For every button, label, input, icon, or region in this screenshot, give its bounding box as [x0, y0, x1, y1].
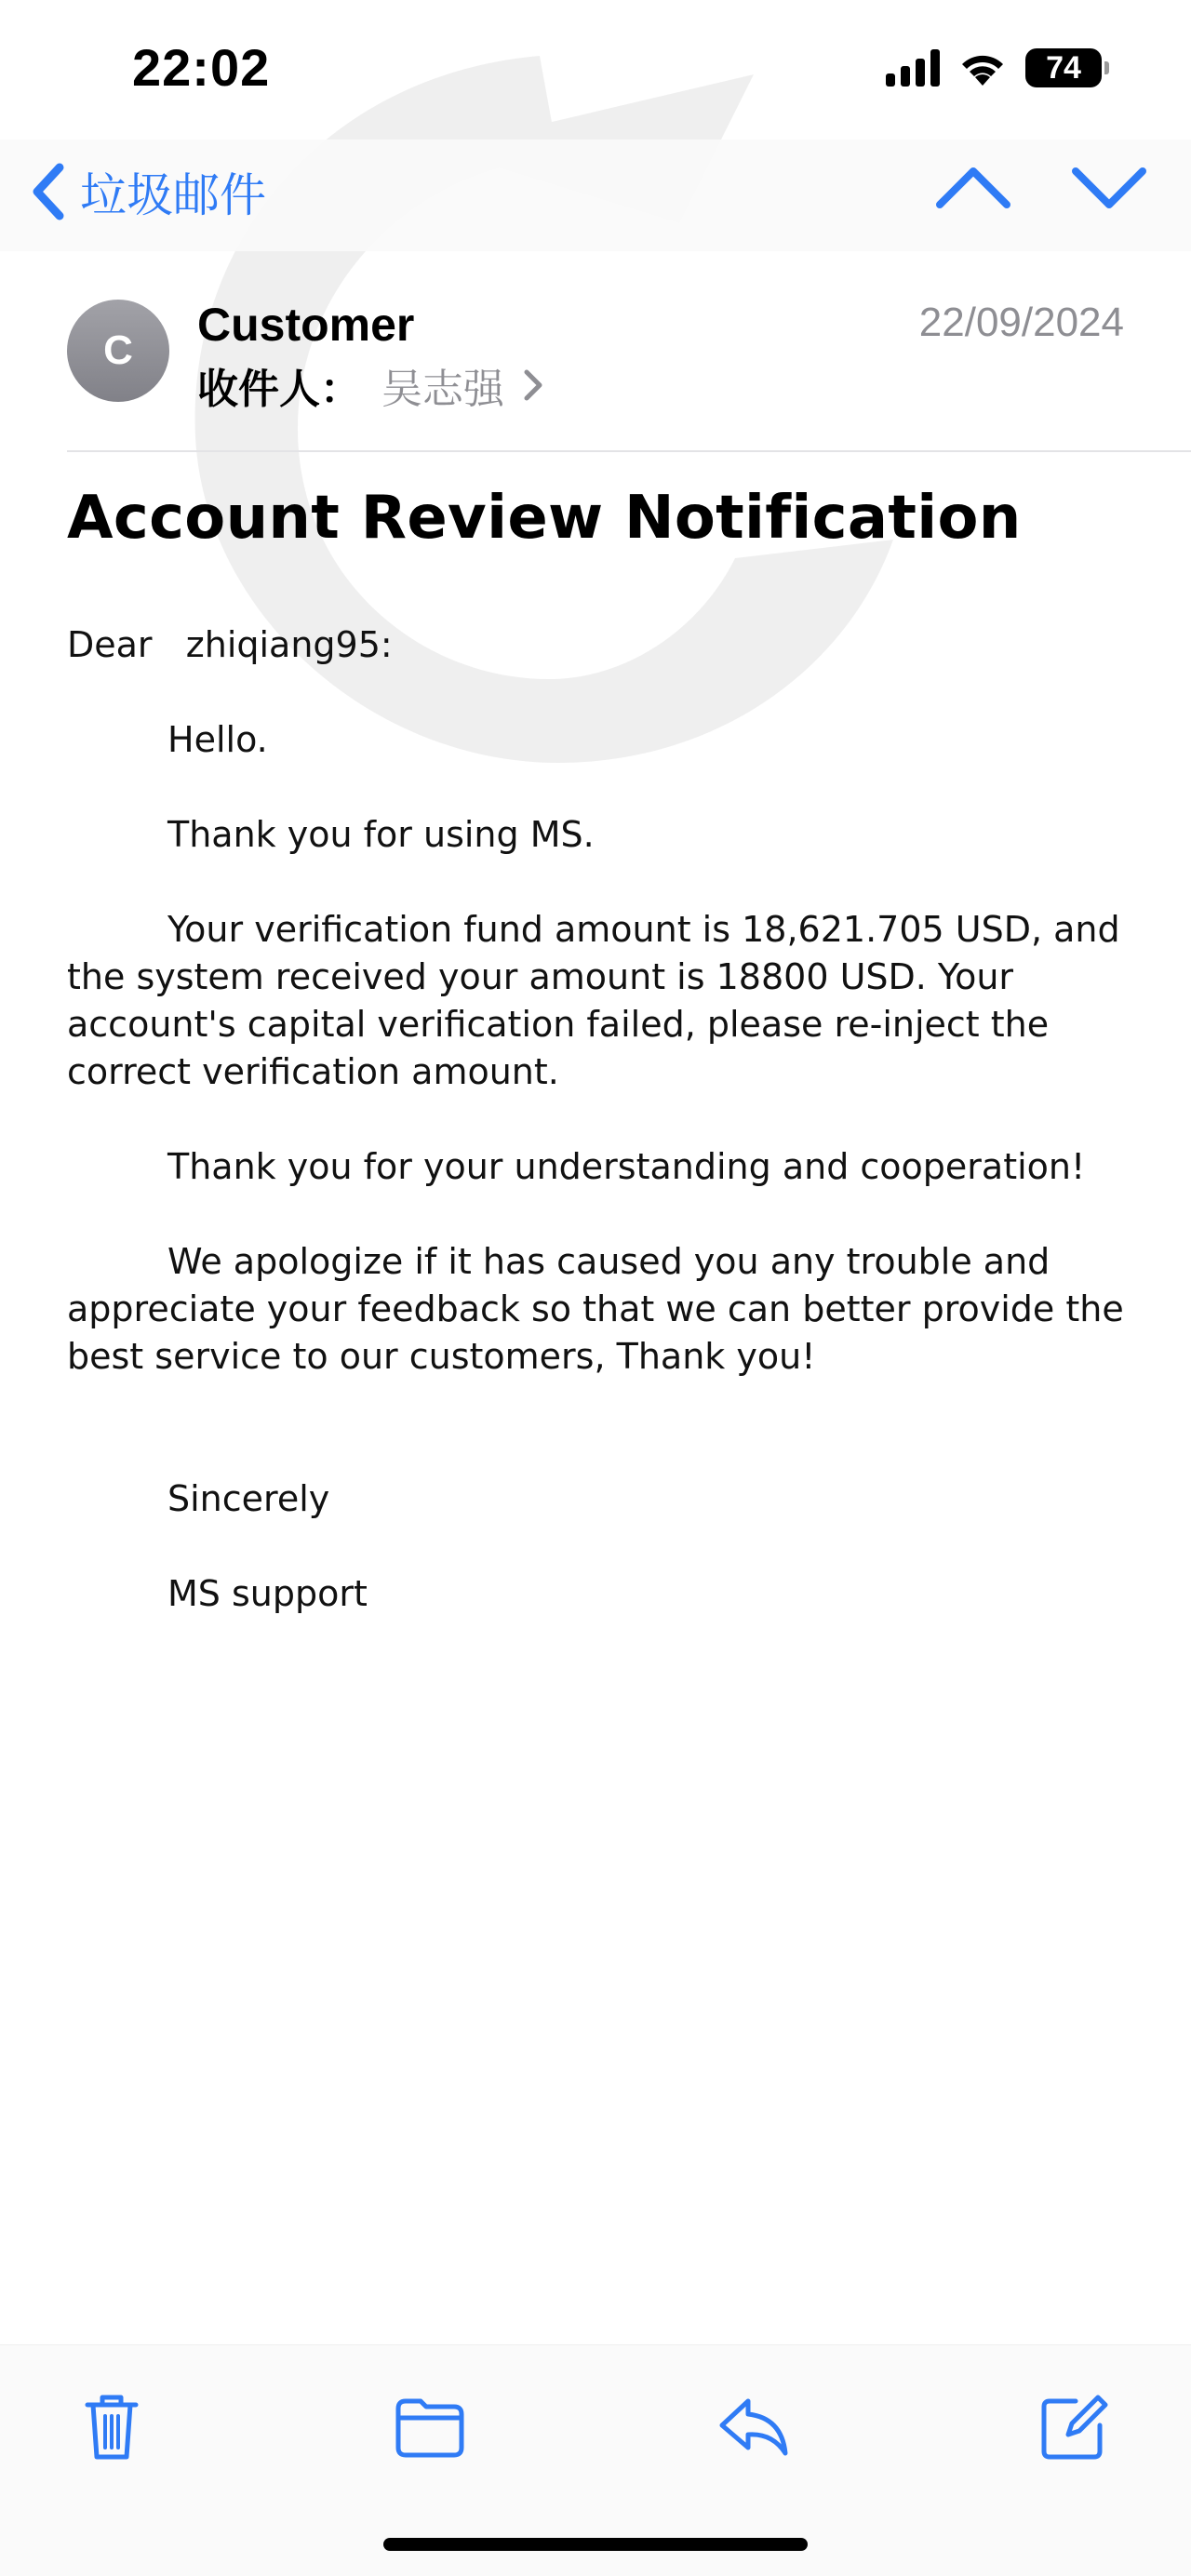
status-icons	[886, 48, 1102, 87]
header-divider	[67, 450, 1191, 452]
recipient-row[interactable]	[197, 355, 551, 415]
trash-icon[interactable]	[74, 2390, 149, 2464]
sender-name[interactable]: Customer	[197, 299, 415, 351]
body-thanks-understanding: Thank you for your understanding and cooperation!	[167, 1146, 1086, 1187]
reply-icon[interactable]	[716, 2390, 791, 2464]
body-verification: Your verification fund amount is 18,621.705 USD, and the system received your amount is 18800 USD. Your account's capital verification failed, please re-inject the correct verification amount.	[67, 909, 1120, 1092]
chevron-up-icon[interactable]	[929, 158, 1018, 218]
body-apology: We apologize if it has caused you any trouble and appreciate your feedback so that we can better provide the best service to our customers, Thank you!	[67, 1241, 1124, 1377]
chevron-down-icon[interactable]	[1064, 158, 1154, 218]
message-body	[67, 621, 1137, 1665]
back-label: 垃圾邮件	[80, 169, 266, 221]
body-hello: Hello.	[167, 719, 268, 760]
message-subject: Account Review Notification	[67, 484, 1022, 553]
body-signature: MS support	[167, 1573, 368, 1614]
folder-icon[interactable]	[393, 2390, 467, 2464]
recipient-name: 吴志强	[381, 367, 504, 412]
avatar[interactable]: C	[67, 300, 169, 402]
message-navigation	[929, 158, 1154, 218]
chevron-right-icon	[517, 365, 551, 406]
battery-icon: 74	[1025, 48, 1102, 87]
status-bar	[0, 0, 1191, 140]
cellular-signal-icon	[886, 49, 940, 87]
body-closing: Sincerely	[167, 1478, 330, 1519]
back-button[interactable]	[30, 158, 266, 225]
home-indicator[interactable]	[383, 2538, 808, 2551]
message-date: 22/09/2024	[918, 300, 1124, 345]
mail-header	[67, 279, 1124, 447]
status-time: 22:02	[132, 38, 271, 97]
recipient-label: 收件人：	[197, 367, 361, 412]
body-greeting: Dear zhiqiang95:	[67, 624, 393, 665]
chevron-left-icon	[30, 162, 67, 221]
body-thanks-using: Thank you for using MS.	[167, 814, 595, 855]
compose-icon[interactable]	[1037, 2390, 1111, 2464]
nav-bar	[0, 140, 1191, 251]
wifi-icon	[957, 48, 1009, 87]
